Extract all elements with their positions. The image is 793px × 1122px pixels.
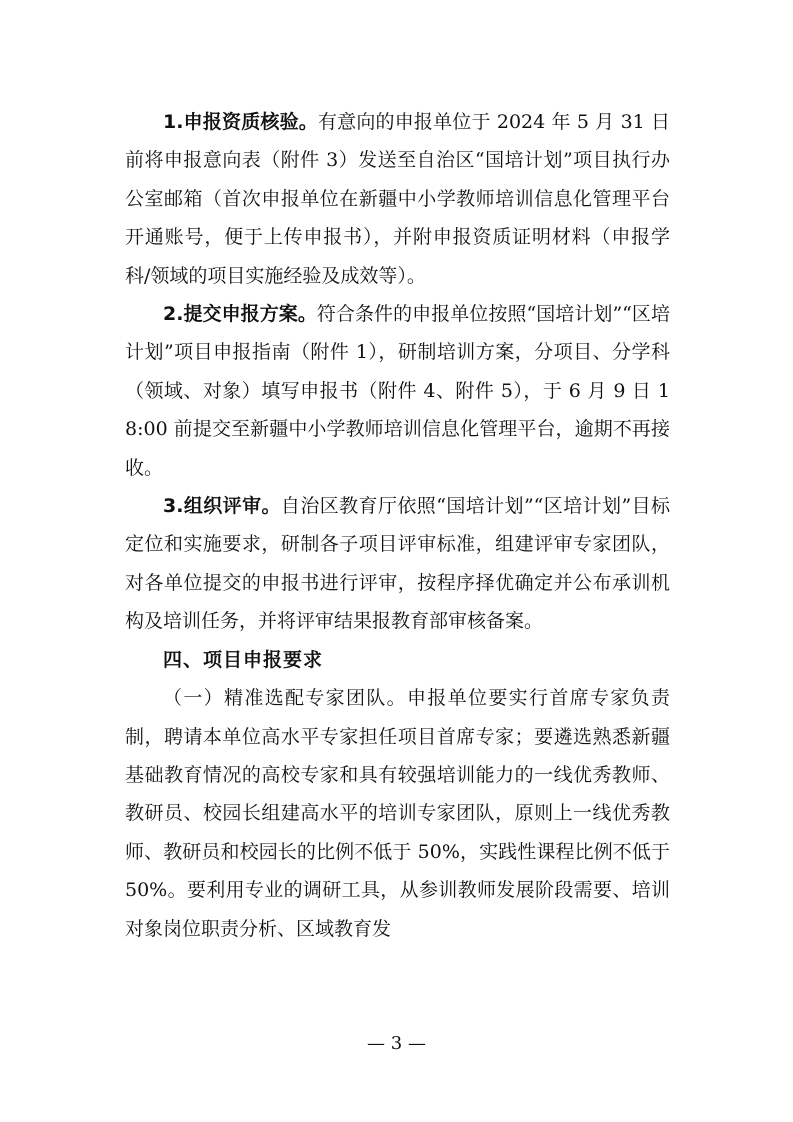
paragraph-lead: 2.提交申报方案。 [163, 303, 317, 326]
paragraph-text: 符合条件的申报单位按照“国培计划”“区培计划”项目申报指南（附件 1），研制培训方案，分项目、分学科（领域、对象）填写申报书（附件 4、附件 5），于 6 月 9 日 18:00 前提交至新疆中小学教师培训信息化管理平台，逾期不再接收。 [125, 303, 670, 479]
paragraph-expert-team: （一）精准选配专家团队。申报单位要实行首席专家负责制，聘请本单位高水平专家担任项目首席专家；要遴选熟悉新疆基础教育情况的高校专家和具有较强培训能力的一线优秀教师、教研员、校园长组建高水平的培训专家团队，原则上一线优秀教师、教研员和校园长的比例不低于 50%，实践性课程比例不低于 50%。要利用专业的调研工具，从参训教师发展阶段需要、培训对象岗位职责分析、区域教育发 [125, 687, 670, 940]
paragraph-organize-review [125, 487, 670, 641]
paragraph-lead: 1.申报资质核验。 [163, 111, 318, 133]
document-body [125, 103, 670, 948]
section-heading: 四、项目申报要求 [163, 648, 324, 671]
paragraph-lead: 3.组织评审。 [163, 495, 281, 518]
paragraph-text: 有意向的申报单位于 2024 年 5 月 31 日前将申报意向表（附件 3）发送至自治区“国培计划”项目执行办公室邮箱（首次申报单位在新疆中小学教师培训信息化管理平台开通账号，便于上传申报书），并附申报资质证明材料（申报学科/领域的项目实施经验及成效等）。 [125, 111, 670, 287]
paragraph-submit-plan [125, 295, 670, 487]
paragraph-text: 自治区教育厅依照“国培计划”“区培计划”目标定位和实施要求，研制各子项目评审标准，组建评审专家团队，对各单位提交的申报书进行评审，按程序择优确定并公布承训机构及培训任务，并将评审结果报教育部审核备案。 [125, 495, 670, 633]
page-number: — 3 — [367, 1033, 426, 1054]
paragraph-qualification-check [125, 103, 670, 295]
